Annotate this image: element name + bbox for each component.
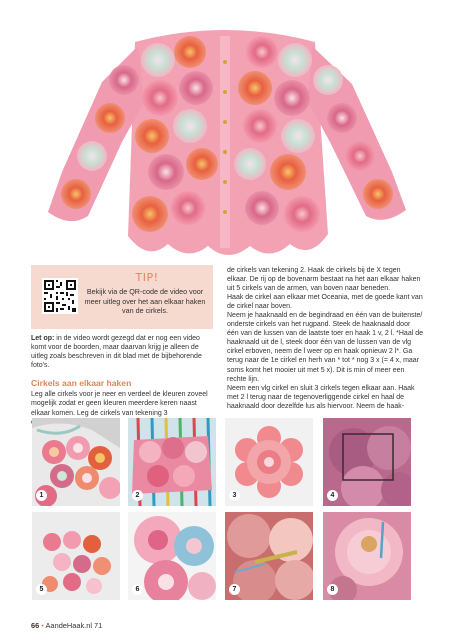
note-paragraph <box>31 334 215 370</box>
right-paragraph-2: Haak de cirkel aan elkaar met Oceania, met de goede kant van de cirkel naar boven. <box>227 294 423 311</box>
step-number: 4 <box>327 490 338 501</box>
note-label: Let op: <box>31 335 55 342</box>
magazine-name: AandeHaak.nl 71 <box>45 621 103 630</box>
right-paragraph-3: Neem je haaknaald en de begindraad en één van de buitenste/ onderste cirkels van het rugpand. Steek de haaknaald door één van de lussen van de laatste toer en haak 1 v, 2 l. *Haal de haaknaald uit de l, steek door één van de lussen van de vlg cirkel erboven, neem de l weer op en haak opnieuw 2 l*. Ga terug naar de 1e cirkel en herh van * tot * nog 3 x (= 4 x, maar soms komt het mooier uit met 5 x). Dit is min of meer een rechte lijn. <box>227 312 423 383</box>
step-photo-8 <box>323 512 411 600</box>
step-number: 2 <box>132 490 143 501</box>
note-text: in de video wordt gezegd dat er nog een video komt voor de boorden, maar daarvan krijg je alleen de uitleg zoals beschreven in dit blad met de bijbehorende foto's. <box>31 335 202 370</box>
step-photo-1 <box>32 418 120 506</box>
page-number: 66 <box>31 621 40 630</box>
step-number: 8 <box>327 584 338 595</box>
tip-text: Bekijk via de QR-code de video voor meer uitleg over het aan elkaar haken van de cirkels. <box>84 287 206 316</box>
step-photo-7 <box>225 512 313 600</box>
step-number: 5 <box>36 584 47 595</box>
right-column <box>227 266 423 411</box>
step-photo-4 <box>323 418 411 506</box>
step-photo-3 <box>225 418 313 506</box>
step-photo-2 <box>128 418 216 506</box>
page-footer <box>31 621 102 630</box>
tip-box <box>31 265 213 329</box>
step-number: 7 <box>229 584 240 595</box>
cardigan-photo <box>40 22 412 267</box>
qr-code-icon[interactable] <box>42 278 78 314</box>
tip-title: TIP! <box>135 271 159 284</box>
footer-bullet: • <box>41 621 44 630</box>
step-photo-6 <box>128 512 216 600</box>
right-paragraph-4: Neem een vlg cirkel en sluit 3 cirkels tegen elkaar aan. Haak met 2 l terug naar de tegenoverliggende cirkel en haal de haaknaald door dezelfde lus als hiervoor. Neem de haak- <box>227 384 415 410</box>
step-number: 3 <box>229 490 240 501</box>
right-paragraph-1: de cirkels van tekening 2. Haak de cirkels bij de X tegen elkaar. De rij op de bovenarm bestaat na het aan elkaar haken uit 5 cirkels van de armen, van boven naar beneden. <box>227 267 421 293</box>
step-photo-5 <box>32 512 120 600</box>
step-number: 6 <box>132 584 143 595</box>
section-heading: Cirkels aan elkaar haken <box>31 378 132 389</box>
step-number: 1 <box>36 490 47 501</box>
body-paragraph: Leg alle cirkels voor je neer en verdeel de kleuren zoveel mogelijk zodat er geen kleuren meerdere keren naast elkaar komen. Leg de cirkels van tekening 3 <box>31 391 208 417</box>
